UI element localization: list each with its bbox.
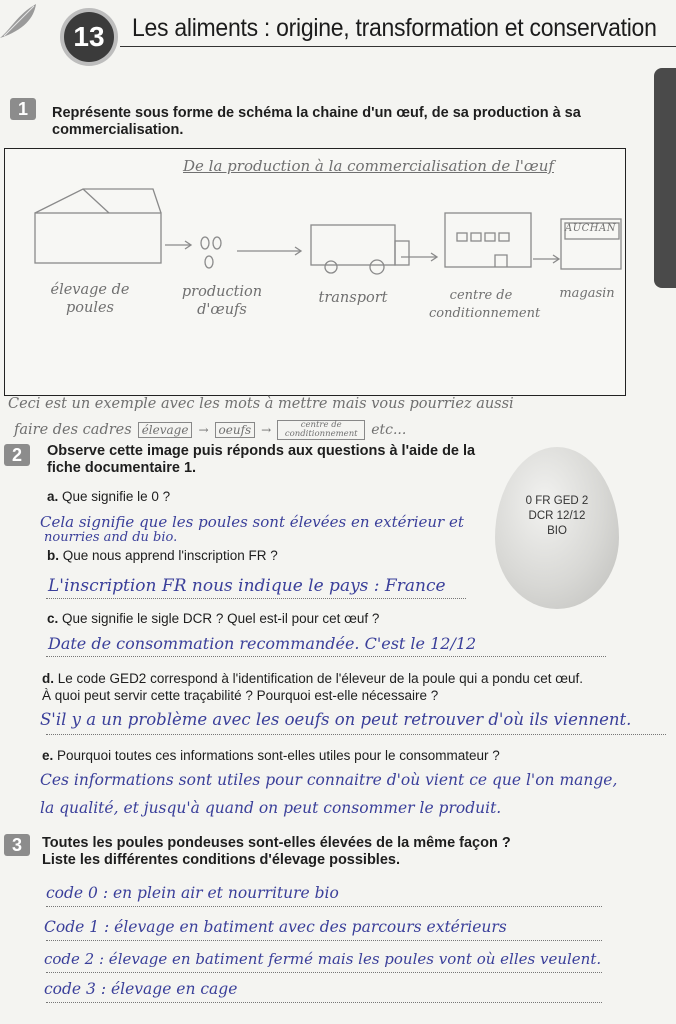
question-2a bbox=[47, 489, 170, 504]
question-text: Que signifie le sigle DCR ? Quel est-il pour cet œuf ? bbox=[62, 611, 380, 626]
answer-line bbox=[46, 906, 602, 907]
truck-drawing bbox=[311, 225, 409, 274]
answer-2a-line-2: nourries and du bio. bbox=[44, 530, 178, 545]
question-label: d. bbox=[42, 671, 54, 686]
question-text: Que signifie le 0 ? bbox=[62, 489, 171, 504]
side-tab bbox=[654, 68, 676, 288]
question-1-badge: 1 bbox=[10, 98, 36, 120]
question-3-text bbox=[42, 835, 511, 869]
arrow-icon bbox=[165, 241, 191, 249]
question-2b bbox=[47, 548, 278, 563]
arrow-icon bbox=[401, 253, 437, 261]
question-3-line-1: Toutes les poules pondeuses sont-elles élevées de la même façon ? bbox=[42, 835, 511, 851]
answer-line bbox=[46, 940, 602, 941]
answer-2a-line-1: Cela signifie que les poules sont élevées en extérieur et bbox=[40, 513, 464, 531]
question-text: Le code GED2 correspond à l'identification de l'éleveur de la poule qui a pondu cet œuf. bbox=[57, 671, 583, 686]
question-2e bbox=[42, 748, 500, 763]
packing-centre-drawing bbox=[445, 213, 531, 267]
answer-3-line-1: code 0 : en plein air et nourriture bio bbox=[46, 884, 339, 902]
answer-line bbox=[46, 598, 466, 599]
step-label-shop: magasin bbox=[559, 286, 615, 301]
step-label-production: production d'œufs bbox=[181, 284, 263, 318]
step-label-packing-centre: centre de conditionnement bbox=[429, 288, 541, 321]
egg-stamp-line: 0 FR GED 2 bbox=[525, 495, 589, 507]
question-1-text: Représente sous forme de schéma la chaine d'un œuf, de sa production à sa commercialisation. bbox=[52, 105, 581, 138]
leaf-decoration-icon bbox=[0, 0, 50, 40]
question-label: c. bbox=[47, 611, 59, 626]
question-2d-line-2: À quoi peut servir cette traçabilité ? Pourquoi est-elle nécessaire ? bbox=[42, 688, 439, 703]
arrow-icon bbox=[237, 247, 301, 255]
chapter-number-badge: 13 bbox=[64, 12, 114, 62]
answer-2d: S'il y a un problème avec les oeufs on peut retrouver d'où ils viennent. bbox=[40, 710, 632, 729]
diagram-title: De la production à la commercialisation de l'œuf bbox=[183, 157, 554, 175]
question-2-text: Observe cette image puis réponds aux questions à l'aide de la fiche documentaire 1. bbox=[47, 443, 476, 476]
question-label: e. bbox=[42, 748, 54, 763]
step-label-breeding: élevage de poules bbox=[50, 282, 130, 316]
arrow-icon bbox=[533, 255, 559, 263]
question-2c bbox=[47, 611, 379, 626]
shop-sign: AUCHAN bbox=[565, 223, 616, 234]
answer-3-line-2: Code 1 : élevage en batiment avec des parcours extérieurs bbox=[44, 918, 507, 936]
step-label-transport: transport bbox=[318, 290, 388, 306]
question-label: b. bbox=[47, 548, 59, 563]
egg-stamp-line: DCR 12/12 bbox=[528, 510, 586, 522]
answer-3-line-3: code 2 : élevage en batiment fermé mais les poules vont où elles veulent. bbox=[44, 950, 602, 968]
answer-line bbox=[46, 656, 606, 657]
egg-stamp-line: BIO bbox=[547, 525, 567, 537]
question-3-badge: 3 bbox=[4, 834, 30, 856]
teacher-note-suffix: etc... bbox=[371, 422, 407, 438]
answer-3-line-4: code 3 : élevage en cage bbox=[44, 980, 238, 998]
header-divider bbox=[120, 46, 676, 47]
page-title: Les aliments : origine, transformation et conservation bbox=[132, 14, 657, 42]
answer-2e-line-2: la qualité, et jusqu'à quand on peut consommer le produit. bbox=[40, 799, 502, 817]
answer-line bbox=[46, 972, 602, 973]
question-text: Que nous apprend l'inscription FR ? bbox=[62, 548, 278, 563]
answer-2c: Date de consommation recommandée. C'est le 12/12 bbox=[48, 634, 477, 653]
question-2d bbox=[42, 671, 583, 686]
answer-line bbox=[46, 734, 666, 735]
note-box: centre de conditionnement bbox=[277, 420, 365, 440]
answer-2b: L'inscription FR nous indique le pays : France bbox=[48, 576, 446, 596]
note-box: oeufs bbox=[215, 422, 256, 438]
egg-chain-diagram bbox=[4, 148, 626, 396]
teacher-note-prefix: faire des cadres bbox=[14, 422, 132, 438]
eggs-drawing bbox=[201, 237, 221, 268]
question-label: a. bbox=[47, 489, 59, 504]
answer-2e-line-1: Ces informations sont utiles pour connaitre d'où vient ce que l'on mange, bbox=[40, 771, 618, 789]
teacher-note-line-1: Ceci est un exemple avec les mots à mettre mais vous pourriez aussi bbox=[8, 396, 514, 412]
answer-line bbox=[46, 1002, 602, 1003]
henhouse-drawing bbox=[35, 189, 161, 263]
question-text: Pourquoi toutes ces informations sont-elles utiles pour le consommateur ? bbox=[57, 748, 500, 763]
egg-stamp bbox=[498, 494, 616, 539]
question-2-badge: 2 bbox=[4, 444, 30, 466]
teacher-note-line-2: faire des cadres élevage → oeufs → centre de conditionnement etc... bbox=[14, 420, 407, 439]
diagram-drawing bbox=[5, 149, 625, 395]
question-3-line-2: Liste les différentes conditions d'élevage possibles. bbox=[42, 852, 400, 868]
note-box: élevage bbox=[138, 422, 193, 438]
